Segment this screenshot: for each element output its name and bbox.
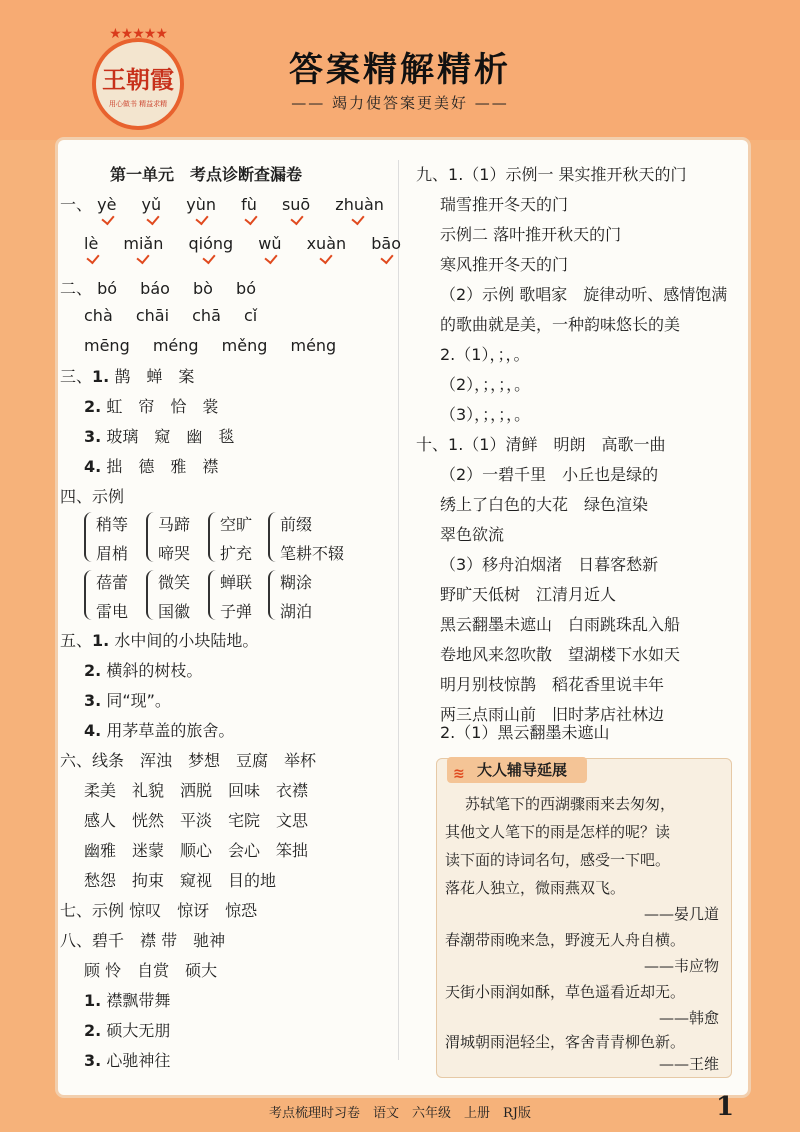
q5-item2: [84, 658, 202, 681]
item-number: 2.: [84, 397, 102, 416]
pinyin: yùn: [186, 195, 216, 214]
item-number: 1.: [84, 991, 102, 1010]
box-title: [447, 757, 587, 783]
q3-label: 三、: [60, 367, 93, 386]
word: 子弹: [220, 602, 253, 621]
q10-line3: 绣上了白色的大花 绿色渲染: [440, 495, 649, 514]
word: 糊涂: [280, 573, 313, 592]
item-number: 4.: [84, 721, 102, 740]
answer-text: 惊叹 惊讶 惊恐: [129, 901, 258, 920]
pinyin: lè: [84, 234, 99, 253]
q10-line7: 黑云翻墨未遮山 白雨跳珠乱入船: [440, 615, 681, 634]
q1-row1: [60, 192, 384, 215]
pinyin: chā: [192, 306, 221, 325]
answer-text: 1.（1）清鲜 明朗 高歌一曲: [448, 435, 666, 454]
answer-text: 同“现”。: [106, 691, 171, 710]
page-title: 答案精解精析: [289, 50, 511, 90]
q6-row4: 幽雅 迷蒙 顺心 会心 笨拙: [84, 841, 309, 860]
pinyin: báo: [140, 279, 170, 298]
answer-text: 碧千 襟 带 驰神: [92, 931, 226, 950]
brace: [84, 512, 96, 562]
q9-line9: （3），；，；，。: [440, 405, 531, 424]
q6-row1: [60, 748, 316, 771]
q2-label: 二、: [60, 279, 93, 298]
q7: [60, 898, 257, 921]
poem-author: ——晏几道: [643, 905, 719, 923]
word: 马蹄: [158, 515, 191, 534]
pinyin: chà: [84, 306, 113, 325]
q8-row1: [60, 928, 225, 951]
pinyin: yè: [97, 195, 117, 214]
word: 空旷: [220, 515, 253, 534]
word: 眉梢: [96, 544, 129, 563]
brace: [208, 512, 220, 562]
item-number: 2.: [84, 661, 102, 680]
q5-item1: [60, 628, 258, 651]
q3-item3: [84, 424, 234, 447]
answer-text: 虹 帘 恰 裳: [106, 397, 219, 416]
page-subtitle: —— 竭力使答案更美好 ——: [291, 94, 509, 112]
brace: [146, 570, 158, 620]
extension-box: [436, 758, 732, 1078]
q4-label: 四、示例: [60, 487, 125, 506]
answer-text: 1.（1）示例一 果实推开秋天的门: [448, 165, 687, 184]
unit-heading: 第一单元 考点诊断查漏卷: [110, 165, 303, 184]
poem-line: 渭城朝雨浥轻尘，客舍青青柳色新。: [445, 1033, 686, 1051]
box-title-text: 大人辅导延展: [477, 761, 568, 779]
q9-line1: [416, 162, 687, 185]
item-number: 1.: [92, 631, 110, 650]
intro-line: 读下面的诗词名句，感受一下吧。: [445, 851, 671, 869]
answer-text: 玻璃 窥 幽 毯: [106, 427, 235, 446]
answer-text: 鹊 蝉 案: [114, 367, 195, 386]
answer-text: 拙 德 雅 襟: [106, 457, 219, 476]
pinyin: bó: [97, 279, 118, 298]
word-group: [280, 570, 312, 622]
pinyin: xuàn: [306, 234, 347, 253]
poem-line: 落花人独立，微雨燕双飞。: [445, 879, 626, 897]
q10-line1: [416, 432, 665, 455]
brace: [208, 570, 220, 620]
word: 笔耕不辍: [280, 544, 345, 563]
q5-label: 五、: [60, 631, 93, 650]
publisher-logo: [92, 26, 184, 130]
q6-label: 六、: [60, 751, 93, 770]
q6-row3: 感人 恍然 平淡 宅院 文思: [84, 811, 309, 830]
word-group: [220, 570, 252, 622]
word-group: [280, 512, 344, 564]
q2-row1: [60, 276, 256, 299]
pinyin: bó: [236, 279, 256, 298]
q6-row2: 柔美 礼貌 洒脱 回味 衣襟: [84, 781, 309, 800]
q10-line5: （3）移舟泊烟渚 日暮客愁新: [440, 555, 659, 574]
q5-item3: [84, 688, 171, 711]
wave-icon: ≋: [453, 766, 465, 782]
q9-line8: （2），；，；，。: [440, 375, 531, 394]
answer-text: 水中间的小块陆地。: [114, 631, 259, 650]
q8-item2: [84, 1018, 170, 1041]
q3-item4: [84, 454, 218, 477]
word: 蝉联: [220, 573, 253, 592]
q8-item3: [84, 1048, 170, 1071]
answer-text: 硕大无朋: [106, 1021, 171, 1040]
answer-text: 用茅草盖的旅舍。: [106, 721, 235, 740]
q2-row3: [84, 336, 336, 355]
poem-author: ——王维: [658, 1055, 719, 1073]
q3-item1: [60, 364, 194, 387]
poem-author: ——韩愈: [658, 1009, 719, 1027]
item-number: 2.: [84, 1021, 102, 1040]
item-number: 4.: [84, 457, 102, 476]
word: 蓓蕾: [96, 573, 129, 592]
q7-label: 七、示例: [60, 901, 125, 920]
q9-line7: 2.（1），；，。: [440, 345, 530, 364]
pinyin: miǎn: [123, 234, 164, 253]
word-group: [158, 570, 190, 622]
brace: [146, 512, 158, 562]
answer-text: 线条 浑浊 梦想 豆腐 举杯: [92, 751, 317, 770]
q9-line6: 的歌曲就是美，一种韵味悠长的美: [440, 315, 681, 334]
answer-text: 横斜的树枝。: [106, 661, 203, 680]
word: 雷电: [96, 602, 129, 621]
item-number: 1.: [92, 367, 110, 386]
word: 啼哭: [158, 544, 191, 563]
word-group: [96, 512, 128, 564]
pinyin: suō: [281, 195, 311, 214]
word: 湖泊: [280, 602, 313, 621]
answer-text: 襟飘带舞: [106, 991, 171, 1010]
q8-label: 八、: [60, 931, 93, 950]
q9-line2: 瑞雪推开冬天的门: [440, 195, 569, 214]
logo-motto: 用心做书 精益求精: [108, 100, 168, 108]
q1-label: 一、: [60, 195, 93, 214]
q6-row5: 愁怨 拘束 窥视 目的地: [84, 871, 277, 890]
column-divider: [398, 160, 399, 1060]
word: 前缀: [280, 515, 313, 534]
pinyin: yǔ: [141, 195, 162, 214]
q10-line4: 翠色欲流: [440, 525, 505, 544]
brace: [84, 570, 96, 620]
intro-line: 其他文人笔下的雨是怎样的呢？读: [445, 823, 671, 841]
logo-text: 王朝霞: [102, 65, 174, 94]
q8-item1: [84, 988, 170, 1011]
pinyin: qióng: [188, 234, 234, 253]
q1-row2: [84, 234, 401, 253]
page-footer: 考点梳理时习卷 语文 六年级 上册 RJ版: [269, 1106, 531, 1121]
poem-line: 天街小雨润如酥，草色遥看近却无。: [445, 983, 686, 1001]
pinyin: zhuàn: [335, 195, 384, 214]
pinyin: méng: [290, 336, 337, 355]
star-icons: ★★★★★: [109, 26, 167, 42]
brace: [268, 570, 280, 620]
item-number: 3.: [84, 691, 102, 710]
pinyin: měng: [221, 336, 268, 355]
pinyin: fù: [241, 195, 257, 214]
q10-line2: （2）一碧千里 小丘也是绿的: [440, 465, 659, 484]
page-number: 1: [716, 1092, 735, 1122]
intro-line: 苏轼笔下的西湖骤雨来去匆匆，: [465, 795, 676, 813]
q10-line11: 2.（1）黑云翻墨未遮山: [440, 723, 610, 742]
q10-line8: 卷地风来忽吹散 望湖楼下水如天: [440, 645, 681, 664]
pinyin: cǐ: [243, 306, 258, 325]
poem-author: ——韦应物: [643, 957, 719, 975]
word: 扩充: [220, 544, 253, 563]
q3-item2: [84, 394, 218, 417]
pinyin: bò: [193, 279, 213, 298]
word: 国徽: [158, 602, 191, 621]
item-number: 3.: [84, 427, 102, 446]
q10-line10: 两三点雨山前 旧时茅店社林边: [440, 705, 665, 724]
pinyin: mēng: [84, 336, 130, 355]
q10-line6: 野旷天低树 江清月近人: [440, 585, 617, 604]
answer-text: 心驰神往: [106, 1051, 171, 1070]
word-group: [158, 512, 190, 564]
brace: [268, 512, 280, 562]
q9-line3: 示例二 落叶推开秋天的门: [440, 225, 622, 244]
q9-label: 九、: [416, 165, 449, 184]
word: 微笑: [158, 573, 191, 592]
pinyin: chāi: [135, 306, 170, 325]
q9-line4: 寒风推开冬天的门: [440, 255, 569, 274]
word: 稍等: [96, 515, 129, 534]
q10-label: 十、: [416, 435, 449, 454]
word-group: [96, 570, 128, 622]
q10-line9: 明月别枝惊鹊 稻花香里说丰年: [440, 675, 665, 694]
pinyin: wǔ: [258, 234, 282, 253]
pinyin: méng: [152, 336, 199, 355]
q5-item4: [84, 718, 234, 741]
word-group: [220, 512, 252, 564]
q9-line5: （2）示例 歌唱家 旋律动听、感情饱满: [440, 285, 728, 304]
poem-line: 春潮带雨晚来急，野渡无人舟自横。: [445, 931, 686, 949]
q2-row2: [84, 306, 257, 325]
item-number: 3.: [84, 1051, 102, 1070]
q8-row2: 顾 怜 自赏 硕大: [84, 961, 218, 980]
pinyin: bāo: [371, 234, 401, 253]
